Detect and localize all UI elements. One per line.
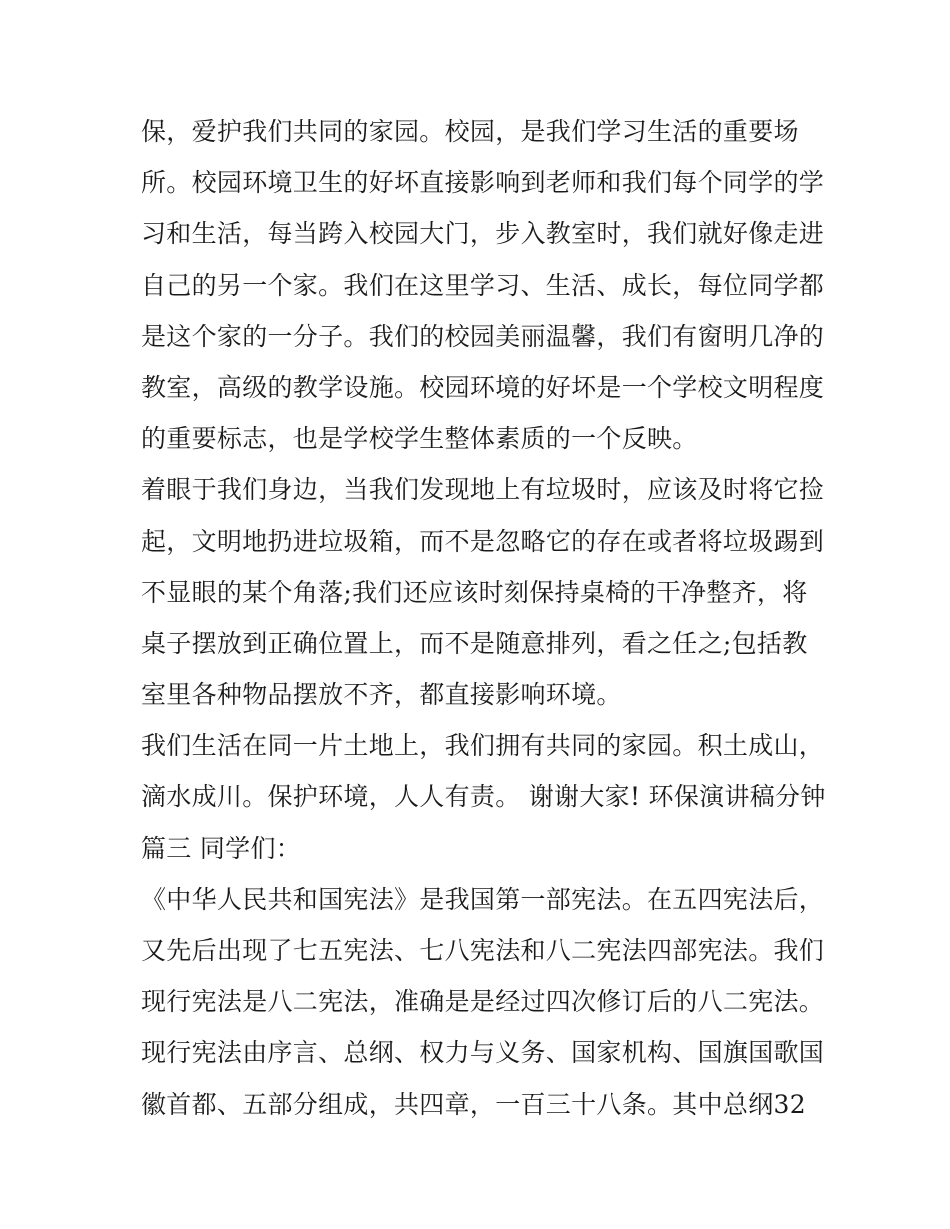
text-line: 《中华人民共和国宪法》是我国第一部宪法。在五四宪法后， <box>141 884 825 914</box>
text-line: 我们生活在同一片土地上，我们拥有共同的家园。积土成山， <box>141 731 825 761</box>
text-line: 所。校园环境卫生的好坏直接影响到老师和我们每个同学的学 <box>141 168 825 198</box>
text-line: 的重要标志，也是学校学生整体素质的一个反映。 <box>141 424 698 454</box>
text-line: 保，爱护我们共同的家园。校园，是我们学习生活的重要场 <box>141 117 799 146</box>
text-line: 篇三 同学们： <box>141 833 302 863</box>
text-line: 自己的另一个家。我们在这里学习、生活、成长，每位同学都 <box>141 270 825 300</box>
text-line: 徽首都、五部分组成，共四章，一百三十八条。其中总纲32 <box>141 1089 806 1119</box>
text-line: 不显眼的某个角落;我们还应该时刻保持桌椅的干净整齐，将 <box>141 577 808 607</box>
text-line: 习和生活，每当跨入校园大门，步入教室时，我们就好像走进 <box>141 219 825 249</box>
text-line: 教室，高级的教学设施。校园环境的好坏是一个学校文明程度 <box>141 372 825 402</box>
text-line: 现行宪法由序言、总纲、权力与义务、国家机构、国旗国歌国 <box>141 1038 825 1068</box>
text-line: 滴水成川。保护环境，人人有责。 谢谢大家! 环保演讲稿分钟 <box>141 782 826 812</box>
text-line: 着眼于我们身边，当我们发现地上有垃圾时，应该及时将它捡 <box>141 475 825 505</box>
text-line: 室里各种物品摆放不齐，都直接影响环境。 <box>141 680 622 710</box>
text-line: 是这个家的一分子。我们的校园美丽温馨，我们有窗明几净的 <box>141 321 825 351</box>
text-line: 桌子摆放到正确位置上，而不是随意排列，看之任之;包括教 <box>141 628 808 658</box>
text-line: 现行宪法是八二宪法，准确是是经过四次修订后的八二宪法。 <box>141 987 825 1017</box>
body-text <box>141 106 826 1130</box>
text-line: 起，文明地扔进垃圾箱，而不是忽略它的存在或者将垃圾踢到 <box>141 526 825 556</box>
text-line: 又先后出现了七五宪法、七八宪法和八二宪法四部宪法。我们 <box>141 936 825 965</box>
